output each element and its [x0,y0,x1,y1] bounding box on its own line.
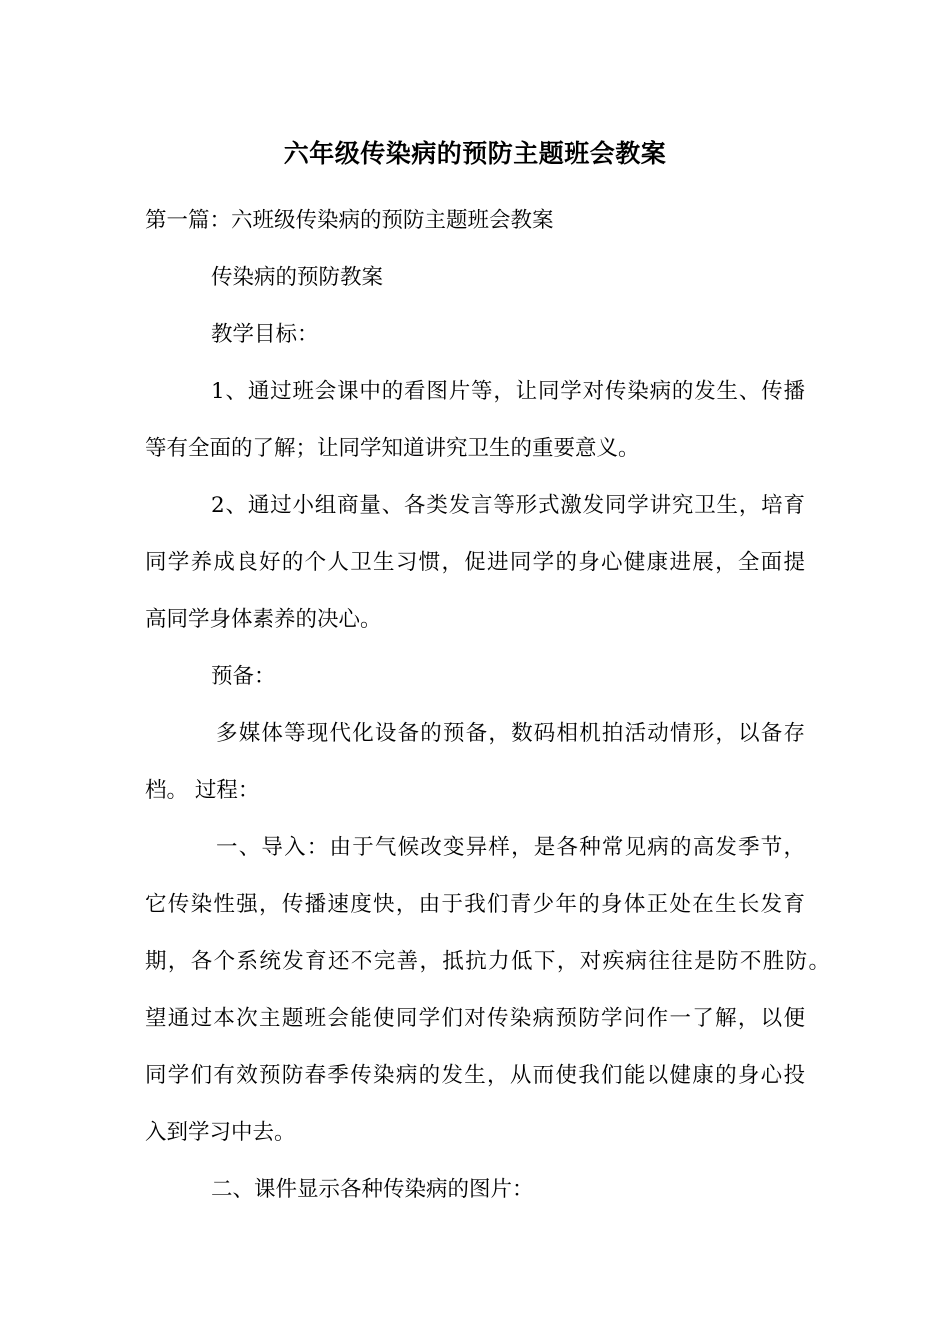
section-heading: 第一篇：六班级传染病的预防主题班会教案 [145,208,554,233]
paragraph-line: 2、通过小组商量、各类发言等形式激发同学讲究卫生，培育 [211,493,805,518]
paragraph-line: 等有全面的了解；让同学知道讲究卫生的重要意义。 [145,436,640,461]
paragraph-line: 同学养成良好的个人卫生习惯，促进同学的身心健康进展，全面提 [145,550,805,575]
paragraph-line: 入到学习中去。 [145,1120,296,1145]
paragraph-line: 一、导入：由于气候改变异样，是各种常见病的高发季节， [216,835,805,860]
subheading: 传染病的预防教案 [211,265,384,290]
paragraph-line: 档。 过程： [145,778,260,803]
paragraph-line: 高同学身体素养的决心。 [145,607,382,632]
paragraph-line: 1、通过班会课中的看图片等，让同学对传染病的发生、传播 [211,379,805,404]
document-title: 六年级传染病的预防主题班会教案 [283,139,667,168]
subheading-objectives: 教学目标： [211,322,319,347]
paragraph-line: 望通过本次主题班会能使同学们对传染病预防学问作一了解，以便 [145,1006,805,1031]
paragraph-line: 同学们有效预防春季传染病的发生，从而使我们能以健康的身心投 [145,1063,805,1088]
subheading-preparation: 预备： [211,664,276,689]
paragraph-line: 多媒体等现代化设备的预备，数码相机拍活动情形，以备存 [216,721,805,746]
section-item: 二、课件显示各种传染病的图片： [211,1177,534,1202]
paragraph-line: 期，各个系统发育还不完善，抵抗力低下，对疾病往往是防不胜防。 [145,949,830,974]
paragraph-line: 它传染性强，传播速度快，由于我们青少年的身体正处在生长发育 [145,892,805,917]
